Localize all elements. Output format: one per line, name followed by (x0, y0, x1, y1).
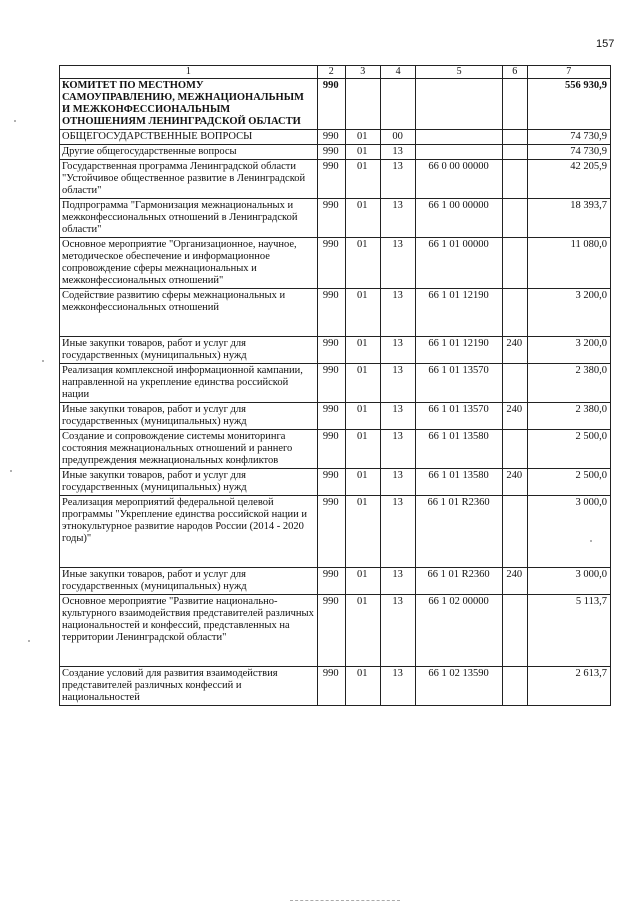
table-body (60, 79, 611, 706)
row-section-cell: 01 (345, 289, 380, 337)
table-row (60, 667, 611, 706)
row-sum-cell: 42 205,9 (527, 160, 611, 199)
row-section-cell: 01 (345, 469, 380, 496)
row-sum-cell: 2 380,0 (527, 403, 611, 430)
row-sum-cell: 11 080,0 (527, 238, 611, 289)
row-target-article-cell: 66 1 01 12190 (416, 289, 503, 337)
row-expense-type-cell (502, 160, 527, 199)
row-target-article-cell: 66 1 01 00000 (416, 238, 503, 289)
row-sum-cell: 74 730,9 (527, 145, 611, 160)
row-name-cell: Содействие развитию сферы межнациональных и межконфессиональных отношений (60, 289, 318, 337)
row-section-cell: 01 (345, 403, 380, 430)
row-expense-type-cell (502, 79, 527, 130)
row-sum-cell: 2 500,0 (527, 430, 611, 469)
row-expense-type-cell (502, 289, 527, 337)
row-name-cell: Подпрограмма "Гармонизация межнациональных и межконфессиональных отношений в Ленинградской области" (60, 199, 318, 238)
row-name-cell: Реализация комплексной информационной кампании, направленной на укрепление единства российской нации (60, 364, 318, 403)
row-expense-type-cell (502, 595, 527, 667)
row-ministry-cell: 990 (317, 289, 345, 337)
row-sum-cell: 18 393,7 (527, 199, 611, 238)
row-target-article-cell: 66 0 00 00000 (416, 160, 503, 199)
table-row (60, 145, 611, 160)
row-expense-type-cell: 240 (502, 337, 527, 364)
row-sum-cell: 556 930,9 (527, 79, 611, 130)
scan-edge-mark (290, 900, 400, 902)
row-name-cell: Государственная программа Ленинградской области "Устойчивое общественное развитие в Ленинградской области" (60, 160, 318, 199)
row-ministry-cell: 990 (317, 364, 345, 403)
row-sum-cell: 2 380,0 (527, 364, 611, 403)
row-subsection-cell: 13 (380, 364, 415, 403)
row-target-article-cell (416, 79, 503, 130)
row-section-cell: 01 (345, 145, 380, 160)
row-expense-type-cell (502, 238, 527, 289)
row-ministry-cell: 990 (317, 238, 345, 289)
row-ministry-cell: 990 (317, 199, 345, 238)
row-sum-cell: 3 000,0 (527, 496, 611, 568)
row-subsection-cell: 13 (380, 595, 415, 667)
page-number: 157 (596, 38, 615, 50)
row-target-article-cell: 66 1 01 13580 (416, 469, 503, 496)
row-section-cell: 01 (345, 199, 380, 238)
row-name-cell: Реализация мероприятий федеральной целевой программы "Укрепление единства российской нации и этнокультурное развитие народов России (2014 - 2020 годы)" (60, 496, 318, 568)
table-row (60, 568, 611, 595)
row-ministry-cell: 990 (317, 667, 345, 706)
col-header-name: 1 (60, 66, 318, 79)
row-target-article-cell: 66 1 01 12190 (416, 337, 503, 364)
row-expense-type-cell: 240 (502, 469, 527, 496)
row-name-cell: ОБЩЕГОСУДАРСТВЕННЫЕ ВОПРОСЫ (60, 130, 318, 145)
row-sum-cell: 3 200,0 (527, 289, 611, 337)
scan-speck (42, 360, 44, 362)
row-expense-type-cell (502, 667, 527, 706)
row-sum-cell: 3 000,0 (527, 568, 611, 595)
row-ministry-cell: 990 (317, 568, 345, 595)
row-subsection-cell (380, 79, 415, 130)
row-ministry-cell: 990 (317, 403, 345, 430)
col-header-sum: 7 (527, 66, 611, 79)
row-sum-cell: 74 730,9 (527, 130, 611, 145)
row-section-cell: 01 (345, 667, 380, 706)
row-subsection-cell: 13 (380, 496, 415, 568)
row-target-article-cell: 66 1 01 13570 (416, 364, 503, 403)
row-section-cell (345, 79, 380, 130)
row-name-cell: Иные закупки товаров, работ и услуг для государственных (муниципальных) нужд (60, 403, 318, 430)
col-header-section: 3 (345, 66, 380, 79)
scan-speck (10, 470, 12, 472)
row-expense-type-cell: 240 (502, 403, 527, 430)
row-ministry-cell: 990 (317, 595, 345, 667)
row-subsection-cell: 13 (380, 337, 415, 364)
table-row (60, 289, 611, 337)
row-section-cell: 01 (345, 364, 380, 403)
row-subsection-cell: 00 (380, 130, 415, 145)
row-target-article-cell: 66 1 01 R2360 (416, 568, 503, 595)
row-section-cell: 01 (345, 595, 380, 667)
row-ministry-cell: 990 (317, 130, 345, 145)
row-subsection-cell: 13 (380, 238, 415, 289)
table-row (60, 79, 611, 130)
budget-table (59, 65, 611, 706)
row-subsection-cell: 13 (380, 568, 415, 595)
row-section-cell: 01 (345, 160, 380, 199)
table-row (60, 160, 611, 199)
row-subsection-cell: 13 (380, 145, 415, 160)
row-target-article-cell (416, 145, 503, 160)
row-ministry-cell: 990 (317, 469, 345, 496)
row-subsection-cell: 13 (380, 160, 415, 199)
row-ministry-cell: 990 (317, 337, 345, 364)
row-name-cell: Создание и сопровождение системы мониторинга состояния межнациональных отношений и раннего предупреждения межнациональных конфликтов (60, 430, 318, 469)
row-expense-type-cell (502, 430, 527, 469)
row-name-cell: Основное мероприятие "Развитие национально-культурного взаимодействия представителей различных национальностей и конфессий, представленных на территории Ленинградской области" (60, 595, 318, 667)
row-sum-cell: 2 613,7 (527, 667, 611, 706)
col-header-ministry: 2 (317, 66, 345, 79)
table-row (60, 403, 611, 430)
row-expense-type-cell (502, 199, 527, 238)
row-name-cell: Иные закупки товаров, работ и услуг для государственных (муниципальных) нужд (60, 337, 318, 364)
table-row (60, 469, 611, 496)
row-name-cell: Создание условий для развития взаимодействия представителей различных конфессий и национальностей (60, 667, 318, 706)
row-sum-cell: 3 200,0 (527, 337, 611, 364)
row-expense-type-cell (502, 130, 527, 145)
row-name-cell: КОМИТЕТ ПО МЕСТНОМУ САМОУПРАВЛЕНИЮ, МЕЖНАЦИОНАЛЬНЫМ И МЕЖКОНФЕССИОНАЛЬНЫМ ОТНОШЕНИЯМ ЛЕНИНГРАДСКОЙ ОБЛАСТИ (60, 79, 318, 130)
row-subsection-cell: 13 (380, 403, 415, 430)
table-row (60, 199, 611, 238)
row-target-article-cell: 66 1 01 13570 (416, 403, 503, 430)
scan-speck (14, 120, 16, 122)
table-row (60, 430, 611, 469)
row-subsection-cell: 13 (380, 469, 415, 496)
col-header-subsection: 4 (380, 66, 415, 79)
row-target-article-cell: 66 1 01 R2360 (416, 496, 503, 568)
row-name-cell: Иные закупки товаров, работ и услуг для государственных (муниципальных) нужд (60, 469, 318, 496)
row-section-cell: 01 (345, 337, 380, 364)
row-expense-type-cell: 240 (502, 568, 527, 595)
row-ministry-cell: 990 (317, 145, 345, 160)
row-target-article-cell: 66 1 02 00000 (416, 595, 503, 667)
row-section-cell: 01 (345, 238, 380, 289)
table-row (60, 337, 611, 364)
row-subsection-cell: 13 (380, 199, 415, 238)
row-subsection-cell: 13 (380, 667, 415, 706)
row-expense-type-cell (502, 364, 527, 403)
row-section-cell: 01 (345, 130, 380, 145)
row-name-cell: Другие общегосударственные вопросы (60, 145, 318, 160)
row-ministry-cell: 990 (317, 160, 345, 199)
table-row (60, 130, 611, 145)
table-row (60, 595, 611, 667)
table-row (60, 364, 611, 403)
row-expense-type-cell (502, 496, 527, 568)
table-row (60, 496, 611, 568)
row-target-article-cell: 66 1 02 13590 (416, 667, 503, 706)
row-target-article-cell: 66 1 01 13580 (416, 430, 503, 469)
row-sum-cell: 2 500,0 (527, 469, 611, 496)
row-sum-cell: 5 113,7 (527, 595, 611, 667)
row-section-cell: 01 (345, 430, 380, 469)
header-row (60, 66, 611, 79)
col-header-target-article: 5 (416, 66, 503, 79)
row-expense-type-cell (502, 145, 527, 160)
scan-speck (590, 540, 592, 542)
table-row (60, 238, 611, 289)
row-ministry-cell: 990 (317, 430, 345, 469)
row-ministry-cell: 990 (317, 496, 345, 568)
row-subsection-cell: 13 (380, 289, 415, 337)
row-section-cell: 01 (345, 496, 380, 568)
row-subsection-cell: 13 (380, 430, 415, 469)
row-name-cell: Основное мероприятие "Организационное, научное, методическое обеспечение и информационное сопровождение сферы межнациональных и межконфессиональных отношений" (60, 238, 318, 289)
scan-speck (28, 640, 30, 642)
row-target-article-cell: 66 1 00 00000 (416, 199, 503, 238)
row-section-cell: 01 (345, 568, 380, 595)
row-target-article-cell (416, 130, 503, 145)
row-ministry-cell: 990 (317, 79, 345, 130)
col-header-expense-type: 6 (502, 66, 527, 79)
row-name-cell: Иные закупки товаров, работ и услуг для государственных (муниципальных) нужд (60, 568, 318, 595)
